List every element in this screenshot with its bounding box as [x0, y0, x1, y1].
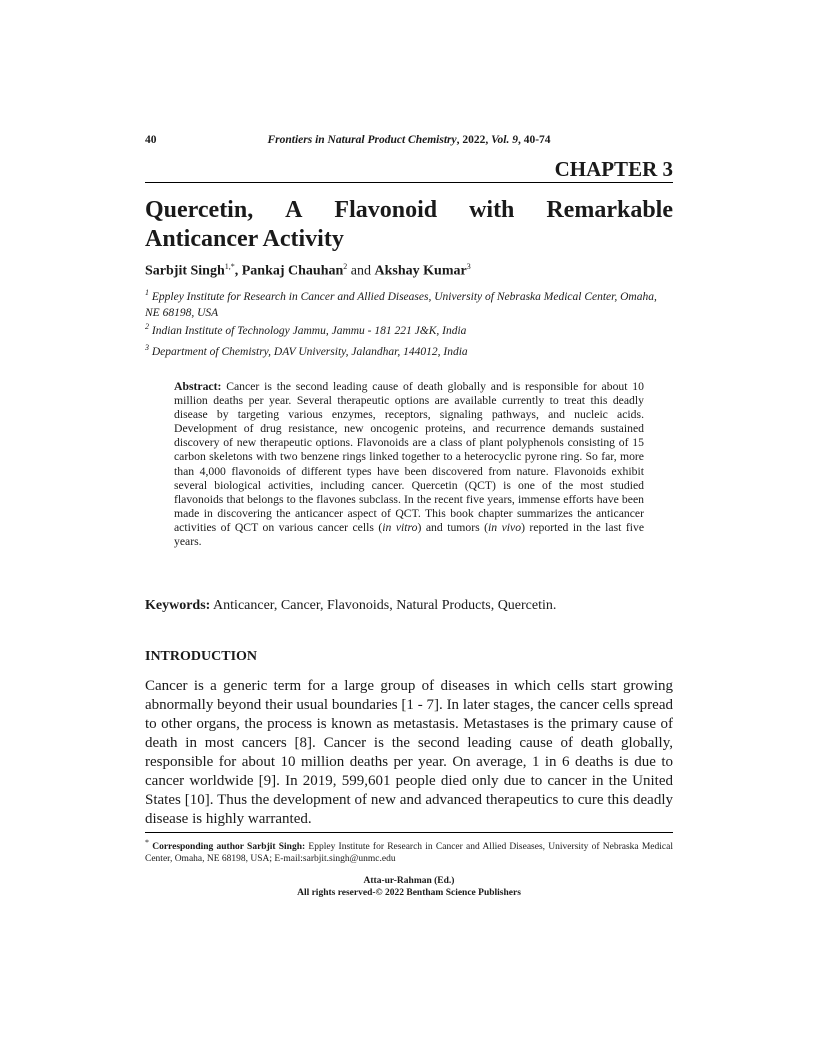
journal-name: Frontiers in Natural Product Chemistry [267, 134, 457, 146]
affiliation-text: Eppley Institute for Research in Cancer and Allied Diseases, University of Nebraska Medical Center, Omaha, NE 68198, USA [145, 290, 657, 319]
footnote-mark: * [145, 838, 149, 847]
affiliation-mark: 3 [145, 343, 149, 352]
author-list [145, 262, 471, 280]
journal-year: , 2022, [456, 134, 492, 146]
journal-volume: Vol. 9 [491, 134, 518, 146]
abstract-term: in vitro [382, 520, 418, 534]
affiliation [145, 285, 673, 321]
abstract-text: Cancer is the second leading cause of death globally and is responsible for about 10 million deaths per year. Several therapeutic options are available currently to treat this deadly disease by targeting various enzymes, receptors, signaling pathways, and nucleic acids. Development of drug resistance, new oncogenic proteins, and recurrence demands sustained discovery of new therapeutic options. Flavonoids are a class of plant polyphenols consisting of 15 carbon skeletons with two benzene rings linked together to a heterocyclic pyrone ring. So far, more than 4,000 flavonoids of different types have been discovered from nature. Flavonoids exhibit several biological activities, including cancer. Quercetin (QCT) is one of the most studied flavonoids that belongs to the flavones subclass. In the recent five years, immense efforts have been made in discovering the anticancer aspect of QCT. This book chapter summarizes the anticancer activities of QCT on various cancer cells ( [174, 380, 644, 534]
affiliation-mark: 1 [145, 288, 149, 297]
section-heading: INTRODUCTION [145, 649, 258, 664]
author-separator: and [347, 263, 375, 279]
footnote [145, 837, 673, 865]
title-word: Remarkable [546, 197, 673, 223]
journal-pages: , 40-74 [517, 134, 551, 146]
author-name: Sarbjit Singh [145, 263, 225, 279]
chapter-title [145, 196, 673, 254]
keywords-label: Keywords: [145, 598, 211, 613]
affiliation [145, 340, 673, 360]
author-affiliation-mark: 1,* [224, 262, 235, 271]
footnote-rule [145, 832, 673, 833]
title-word: A [285, 197, 303, 223]
copyright-line: All rights reserved-© 2022 Bentham Science Publishers [297, 888, 521, 898]
title-word: Flavonoid [334, 197, 438, 223]
author-affiliation-mark: 3 [466, 262, 471, 271]
journal-citation [145, 134, 673, 146]
title-word: with [469, 197, 515, 223]
abstract-label: Abstract: [174, 380, 222, 393]
abstract-text: ) reported in the last five years. [174, 520, 645, 549]
title-line-2: Anticancer Activity [145, 226, 344, 252]
abstract-text: ) and tumors ( [417, 520, 489, 534]
title-word: Quercetin, [145, 197, 254, 223]
body-paragraph: Cancer is a generic term for a large group of diseases in which cells start growing abnormally beyond their usual boundaries [1 - 7]. In later stages, the cancer cells spread to other organs, the process is known as metastasis. Metastases is the primary cause of death in most cancers [8]. Cancer is the second leading cause of death globally, responsible for about 10 million deaths per year. On average, 1 in 6 deaths is due to cancer worldwide [9]. In 2019, 599,601 people died only due to cancer in the United States [10]. Thus the development of new and advanced therapeutics to cure this deadly disease is highly warranted. [145, 678, 673, 827]
keywords-text: Anticancer, Cancer, Flavonoids, Natural Products, Quercetin. [210, 598, 557, 613]
header-rule [145, 182, 673, 183]
author-name: Akshay Kumar [374, 263, 467, 279]
affiliation [145, 319, 673, 339]
editor-line: Atta-ur-Rahman (Ed.) [363, 876, 455, 886]
publisher-block [145, 875, 673, 899]
affiliation-text: Indian Institute of Technology Jammu, Jammu - 181 221 J&K, India [149, 324, 467, 337]
running-head [145, 134, 673, 150]
affiliation-mark: 2 [145, 322, 149, 331]
page-number: 40 [145, 134, 157, 146]
chapter-label: CHAPTER 3 [554, 157, 673, 181]
footnote-text: Eppley Institute for Research in Cancer and Allied Diseases, University of Nebraska Medical Center, Omaha, NE 68198, USA; E-mail:sarbjit.singh@unmc.edu [145, 842, 673, 865]
affiliation-text: Department of Chemistry, DAV University, Jalandhar, 144012, India [149, 345, 468, 358]
author-affiliation-mark: 2 [343, 262, 348, 271]
footnote-label: Corresponding author Sarbjit Singh: [149, 842, 306, 853]
author-name: Pankaj Chauhan [241, 263, 344, 279]
title-line-1 [145, 196, 673, 225]
keywords [145, 598, 556, 614]
abstract [174, 380, 644, 549]
abstract-term: in vivo [488, 520, 522, 534]
author-separator: , [234, 263, 242, 279]
